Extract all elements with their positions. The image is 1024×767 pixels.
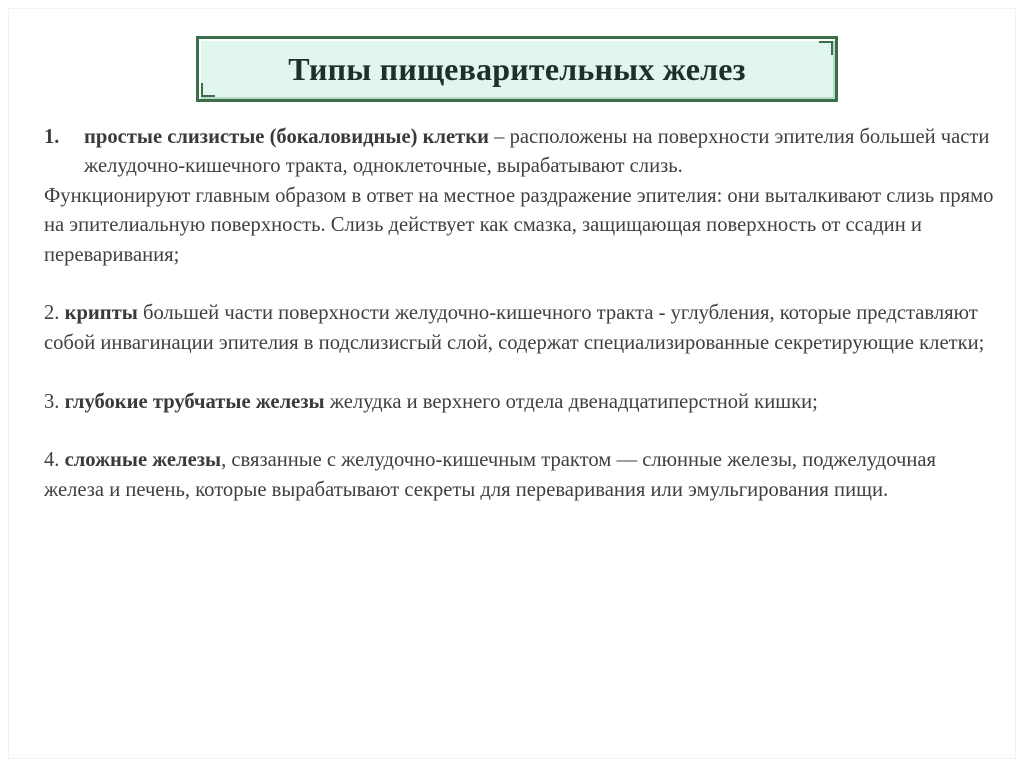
list-item-3-description: желудка и верхнего отдела двенадцатиперстной кишки; <box>324 390 818 413</box>
list-item-4 <box>44 446 994 505</box>
list-item-1-term: простые слизистые (бокаловидные) клетки <box>84 126 490 148</box>
spacer <box>44 270 994 299</box>
list-item-4-description: , связанные с желудочно-кишечным трактом — слюнные железы, поджелудочная железа и печень, которые вырабатывают секреты для переваривания или эмульгирования пищи. <box>44 449 937 501</box>
slide-content <box>44 123 994 505</box>
list-item-2-description: большей части поверхности желудочно-кишечного тракта - углубления, которые представляют собой инвагинации эпителия в подслизисгый слой, содержат специализированные секретирующие клетки; <box>44 302 985 354</box>
slide-title: Типы пищеварительных желез <box>288 50 746 87</box>
list-item-3 <box>44 388 994 417</box>
list-item-3-number: 3. <box>44 390 65 413</box>
list-item-2-term: крипты <box>64 302 138 325</box>
title-banner <box>196 36 838 102</box>
list-item-4-term: сложные железы <box>64 449 222 472</box>
list-item-2 <box>44 299 994 358</box>
list-item-1-description: – расположены на поверхности эпителия большей части желудочно-кишечного тракта, одноклеточные, вырабатывают слизь. <box>84 126 990 178</box>
list-item-1 <box>44 123 994 182</box>
list-item-2-number: 2. <box>44 302 65 325</box>
spacer <box>44 358 994 387</box>
list-item-4-number: 4. <box>44 449 65 472</box>
item-1-note: Функционируют главным образом в ответ на местное раздражение эпителия: они выталкивают слизь прямо на эпителиальную поверхность. Слизь действует как смазка, защищающая поверхность от ссадин и переваривания; <box>44 184 994 266</box>
list-item-1-number: 1. <box>44 126 60 148</box>
list-item-3-term: глубокие трубчатые железы <box>64 390 325 413</box>
spacer <box>44 417 994 446</box>
list-item-1-text <box>84 123 994 182</box>
